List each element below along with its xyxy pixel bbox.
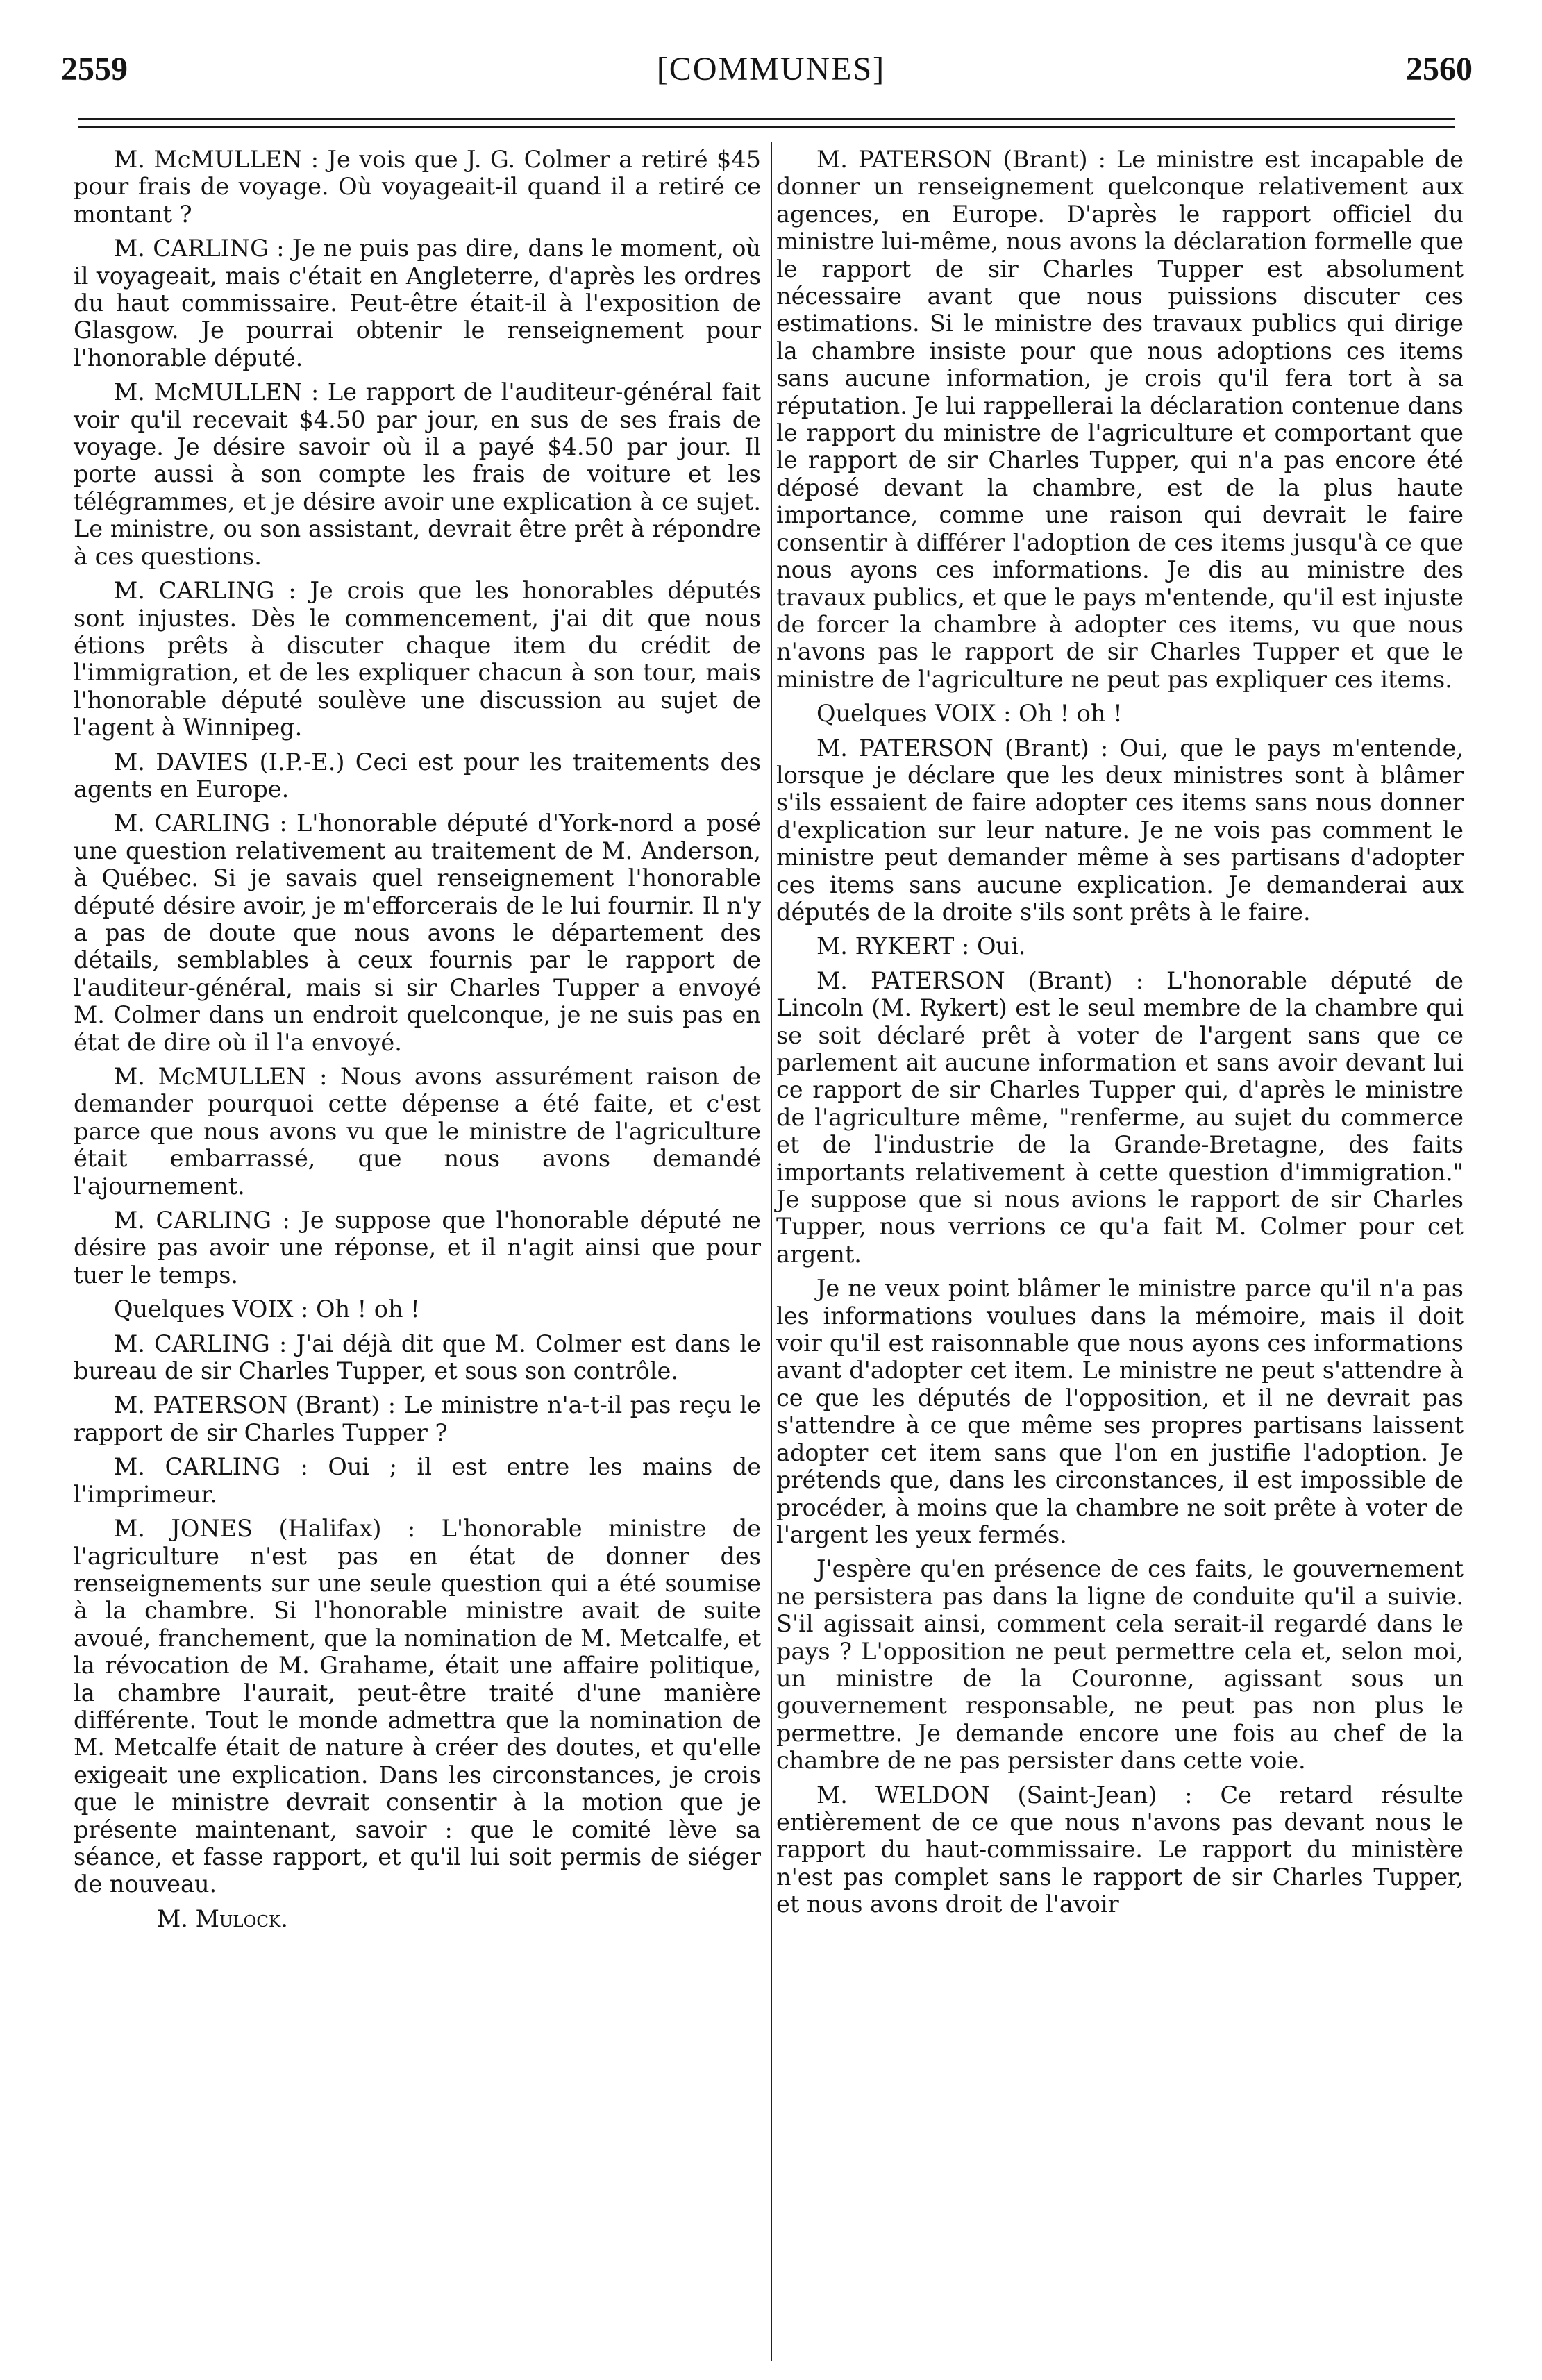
paragraph: M. CARLING : Oui ; il est entre les mains de l'imprimeur. xyxy=(74,1453,761,1508)
header-rule-top xyxy=(78,118,1455,120)
paragraph: M. CARLING : L'honorable député d'York-nord a posé une question relativement au traitement de M. Anderson, à Québec. Si je savais quel renseignement l'honorable député désire avoir, je m'efforcerais de le lui fournir. Il n'y a pas de doute que nous avons le département des détails, semblables à ceux fournis par le rapport de l'auditeur-général, mais si sir Charles Tupper a envoyé M. Colmer dans un endroit quelconque, je ne suis pas en état de dire où il l'a envoyé. xyxy=(74,810,761,1056)
page-number-right: 2560 xyxy=(1406,51,1473,87)
paragraph: M. McMULLEN : Le rapport de l'auditeur-général fait voir qu'il recevait $4.50 par jour, en sus de ses frais de voyage. Je désire savoir où il a payé $4.50 par jour. Il porte aussi à son compte les frais de voiture et les télégrammes, et je désire avoir une explication à ce sujet. Le ministre, ou son assistant, devrait être prêt à répondre à ces questions. xyxy=(74,378,761,570)
paragraph: M. RYKERT : Oui. xyxy=(816,932,1026,960)
paragraph: Quelques VOIX : Oh ! oh ! xyxy=(114,1296,420,1323)
paragraph: Quelques VOIX : Oh ! oh ! xyxy=(816,700,1123,728)
speaker-signature: M. Mulock. xyxy=(157,1904,288,1932)
paragraph: M. CARLING : J'ai déjà dit que M. Colmer est dans le bureau de sir Charles Tupper, et sous son contrôle. xyxy=(74,1330,761,1385)
page-header xyxy=(0,50,1542,106)
paragraph: M. CARLING : Je ne puis pas dire, dans le moment, où il voyageait, mais c'était en Angleterre, d'après les ordres du haut commissaire. Peut-être était-il à l'exposition de Glasgow. Je pourrai obtenir le renseignement pour l'honorable député. xyxy=(74,235,761,371)
paragraph: M. CARLING : Je crois que les honorables députés sont injustes. Dès le commencement, j'ai dit que nous étions prêts à discuter chaque item du crédit de l'immigration, et de les expliquer chacun à son tour, mais l'honorable député soulève une discussion au sujet de l'agent à Winnipeg. xyxy=(74,577,761,741)
paragraph: M. CARLING : Je suppose que l'honorable député ne désire pas avoir une réponse, et il n'agit ainsi que pour tuer le temps. xyxy=(74,1207,761,1289)
paragraph: J'espère qu'en présence de ces faits, le gouvernement ne persistera pas dans la ligne de conduite qu'il a suivie. S'il agissait ainsi, comment cela serait-il regardé dans le pays ? L'opposition ne peut permettre cela et, selon moi, un ministre de la Couronne, agissant sous un gouvernement responsable, ne peut pas non plus le permettre. Je demande encore une fois au chef de la chambre de ne pas persister dans cette voie. xyxy=(776,1555,1464,1775)
column-divider xyxy=(771,142,772,2361)
paragraph: M. PATERSON (Brant) : Le ministre n'a-t-il pas reçu le rapport de sir Charles Tupper ? xyxy=(74,1391,761,1446)
paragraph: M. McMULLEN : Je vois que J. G. Colmer a retiré $45 pour frais de voyage. Où voyageait-il quand il a retiré ce montant ? xyxy=(74,146,761,228)
left-column xyxy=(74,146,761,1932)
page-number-left: 2559 xyxy=(61,51,128,87)
running-head: [COMMUNES] xyxy=(656,51,886,87)
right-column xyxy=(776,146,1464,1925)
paragraph: M. WELDON (Saint-Jean) : Ce retard résulte entièrement de ce que nous n'avons pas devant nous le rapport du haut-commissaire. Le rapport du ministère n'est pas complet sans le rapport de sir Charles Tupper, et nous avons droit de l'avoir xyxy=(776,1781,1464,1918)
paragraph: M. DAVIES (I.P.-E.) Ceci est pour les traitements des agents en Europe. xyxy=(74,748,761,803)
paragraph: M. PATERSON (Brant) : L'honorable député de Lincoln (M. Rykert) est le seul membre de la chambre qui se soit déclaré prêt à voter de l'argent sans que ce parlement ait aucune information et sans avoir devant lui ce rapport de sir Charles Tupper qui, d'après le ministre de l'agriculture même, "renferme, au sujet du commerce et de l'industrie de la Grande-Bretagne, des faits importants relativement à cette question d'immigration." Je suppose que si nous avions le rapport de sir Charles Tupper, nous verrions ce qu'a fait M. Colmer pour cet argent. xyxy=(776,966,1464,1268)
paragraph: M. PATERSON (Brant) : Le ministre est incapable de donner un renseignement quelconque relativement aux agences, en Europe. D'après le rapport officiel du ministre lui-même, nous avons la déclaration formelle que le rapport de sir Charles Tupper est absolument nécessaire avant que nous puissions discuter ces estimations. Si le ministre des travaux publics qui dirige la chambre insiste pour que nous adoptions ces items sans aucune information, je crois qu'il fera tort à sa réputation. Je lui rappellerai la déclaration contenue dans le rapport du ministre de l'agriculture et comportant que le rapport de sir Charles Tupper, qui n'a pas encore été déposé devant la chambre, est de la plus haute importance, comme une raison qui devrait le faire consentir à différer l'adoption de ces items jusqu'à ce que nous ayons ces informations. Je dis au ministre des travaux publics, et que le pays m'entende, qu'il est injuste de forcer la chambre à adopter ces items, vu que nous n'avons pas le rapport de sir Charles Tupper et que le ministre de l'agriculture ne peut pas expliquer ces items. xyxy=(776,146,1464,693)
paragraph: M. JONES (Halifax) : L'honorable ministre de l'agriculture n'est pas en état de donner des renseignements sur une seule question qui a été soumise à la chambre. Si l'honorable ministre avait de suite avoué, franchement, que la nomination de M. Metcalfe, et la révocation de M. Grahame, était une affaire politique, la chambre l'aurait, peut-être traité d'une manière différente. Tout le monde admettra que la nomination de M. Metcalfe était de nature à créer des doutes, et qu'elle exigeait une explication. Dans les circonstances, je crois que le ministre devrait consentir à la motion que je présente maintenant, savoir : que le comité lève sa séance, et fasse rapport, et qu'il lui soit permis de siéger de nouveau. xyxy=(74,1515,761,1898)
paragraph: Je ne veux point blâmer le ministre parce qu'il n'a pas les informations voulues dans la mémoire, mais il doit voir qu'il est raisonnable que nous ayons ces informations avant d'adopter cet item. Le ministre ne peut s'attendre à ce que les députés de l'opposition, et il ne devrait pas s'attendre à ce que même ses propres partisans laissent adopter cet item sans que l'on en justifie l'adoption. Je prétends que, dans les circonstances, il est impossible de procéder, à moins que la chambre ne soit prête à voter de l'argent les yeux fermés. xyxy=(776,1275,1464,1548)
paragraph: M. McMULLEN : Nous avons assurément raison de demander pourquoi cette dépense a été faite, et c'est parce que nous avons vu que le ministre de l'agriculture était embarrassé, que nous avons demandé l'ajournement. xyxy=(74,1063,761,1200)
paragraph: M. PATERSON (Brant) : Oui, que le pays m'entende, lorsque je déclare que les deux ministres sont à blâmer s'ils essaient de faire adopter ces items sans nous donner d'explication sur leur nature. Je ne vois pas comment le ministre peut demander même à ses partisans d'adopter ces items sans aucune explication. Je demanderai aux députés de la droite s'ils sont prêts à le faire. xyxy=(776,734,1464,925)
header-rule-bottom xyxy=(78,126,1455,128)
